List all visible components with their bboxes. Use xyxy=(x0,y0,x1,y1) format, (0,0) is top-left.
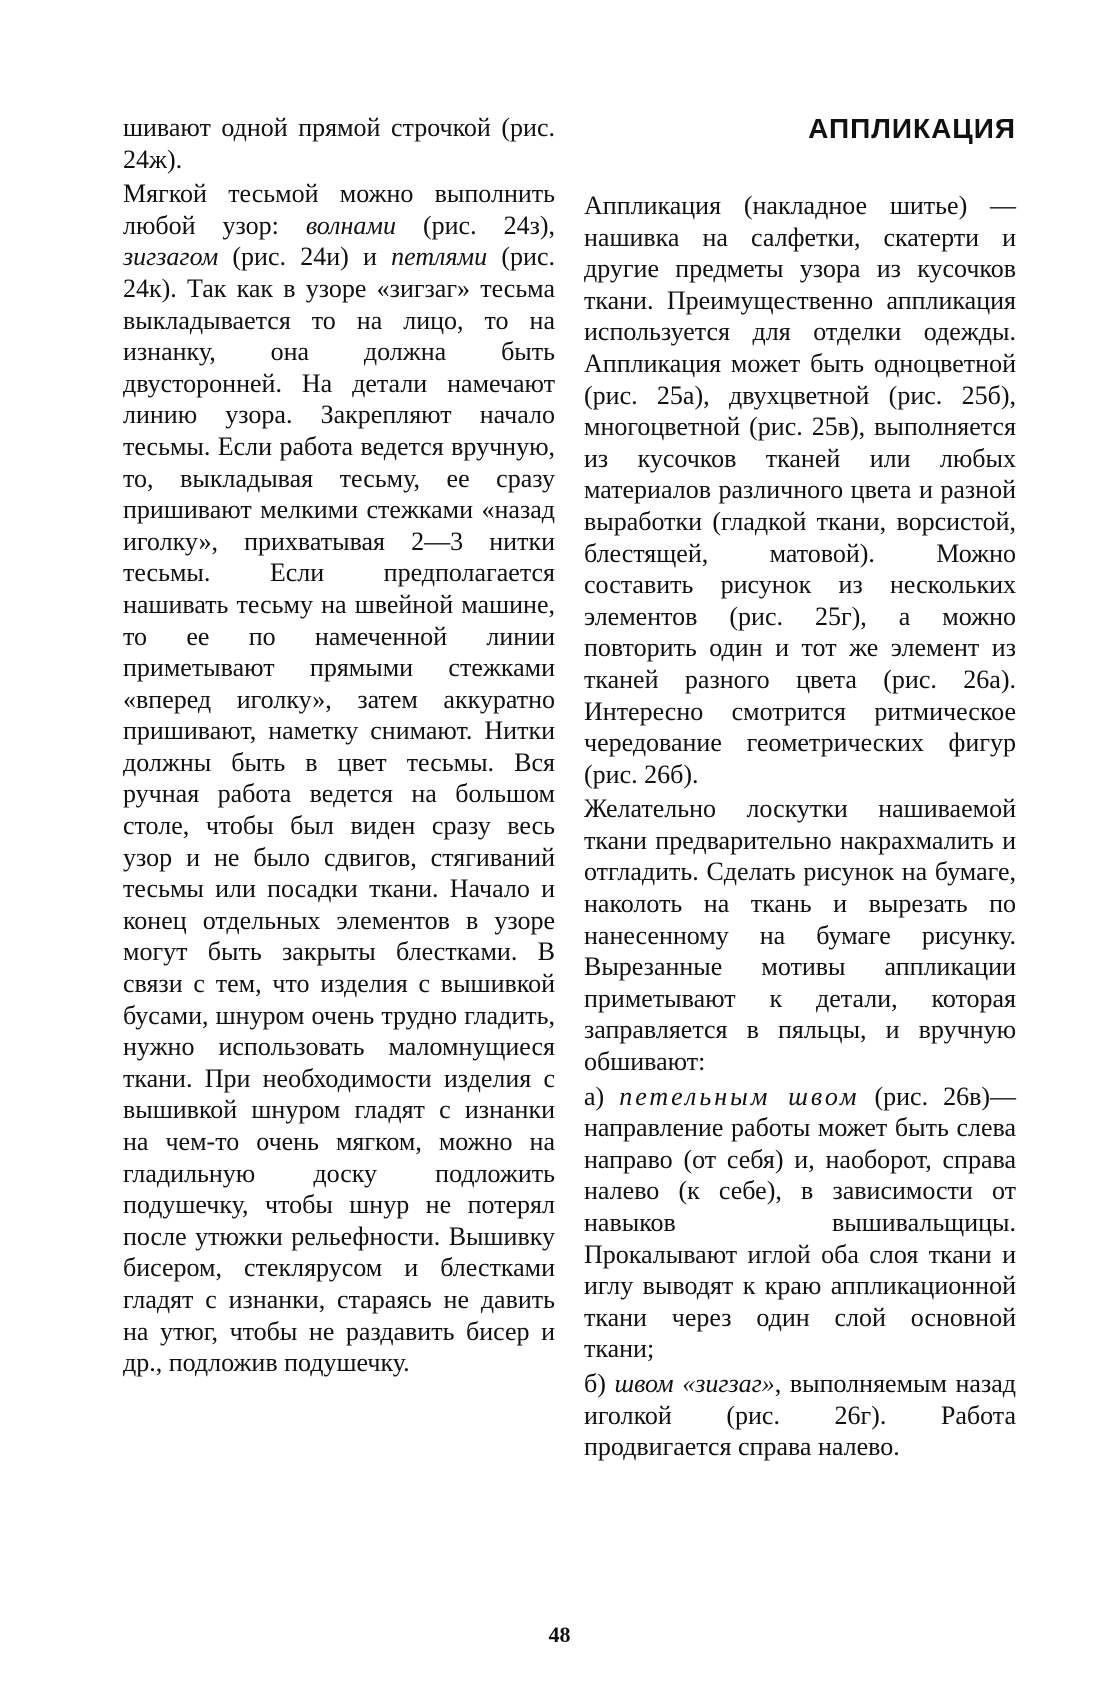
italic-term-buttonhole-stitch: петельным швом xyxy=(619,1081,860,1111)
right-paragraph-2 xyxy=(584,793,1016,1077)
italic-term-waves: волнами xyxy=(305,210,396,240)
right-paragraph-4 xyxy=(584,1368,1016,1463)
italic-term-zigzag: зигзагом xyxy=(123,242,219,272)
left-paragraph-1-text: шивают одной прямой строчкой (рис. 24ж). xyxy=(123,113,555,174)
left-paragraph-2-text-e: (рис. 24и) и xyxy=(218,242,392,272)
right-paragraph-3 xyxy=(584,1081,1016,1365)
left-paragraph-2-text-a: Мягкой тесьмой можно выполнить любой узор: xyxy=(123,179,555,240)
left-paragraph-2-text-g: (рис. 24к). Так как в узоре «зигзаг» тесьма выкладывается то на лицо, то на изнанку, она должна быть двусторонней. На детали намечают линию узора. Закрепляют начало тесьмы. Если работа ведется вручную, то, выкладывая тесьму, ее сразу пришивают мелкими стежками «назад иголку», прихватывая 2—3 нитки тесьмы. Если предполагается нашивать тесьму на швейной машине, то ее по намеченной линии приметывают прямыми стежками «вперед иголку», затем аккуратно пришивают, наметку снимают. Нитки должны быть в цвет тесьмы. Вся ручная работа ведется на большом столе, чтобы был виден сразу весь узор и не было сдвигов, стягиваний тесьмы или посадки ткани. Начало и конец отдельных элементов в узоре могут быть закрыты блестками. В связи с тем, что изделия с вышивкой бусами, шнуром очень трудно гладить, нужно использовать маломнущиеся ткани. При необходимости изделия с вышивкой шнуром гладят с изнанки на чем-то очень мягком, можно на гладильную доску подложить подушечку, чтобы шнур не потерял после утюжки рельефности. Вышивку бисером, стеклярусом и блестками гладят с изнанки, стараясь не давить на утюг, чтобы не раздавить бисер и др., подложив подушечку. xyxy=(123,242,555,1378)
italic-term-loops: петлями xyxy=(391,242,488,272)
right-paragraph-3-text-a: а) xyxy=(584,1081,620,1111)
page-number: 48 xyxy=(548,1622,571,1647)
right-paragraph-1 xyxy=(584,190,1016,790)
right-paragraph-2-text: Желательно лоскутки нашиваемой ткани предварительно накрахмалить и отгладить. Сделать рисунок на бумаге, наколоть на ткань и вырезать по нанесенному на бумаге рисунку. Вырезанные мотивы аппликации приметывают к детали, которая заправляется в пяльцы, и вручную обшивают: xyxy=(584,794,1016,1077)
left-paragraph-1 xyxy=(123,112,555,175)
section-heading: АППЛИКАЦИЯ xyxy=(808,113,1016,144)
left-paragraph-2-text-c: (рис. 24з), xyxy=(395,210,555,240)
right-paragraph-4-text-a: б) xyxy=(584,1368,615,1398)
left-paragraph-2 xyxy=(123,178,555,1379)
left-column xyxy=(123,112,555,1382)
right-paragraph-3-text-c: (рис. 26в)— направление работы может быть слева направо (от себя) и, наоборот, справа налево (к себе), в зависимости от навыков вышивальщицы. Прокалывают иглой оба слоя ткани и иглу выводят к краю аппликационной ткани через один слой основной ткани; xyxy=(584,1081,1016,1364)
italic-term-zigzag-stitch: швом «зигзаг» xyxy=(614,1368,775,1398)
right-paragraph-4-text-c: , выполняемым назад иголкой (рис. 26г). Работа продвигается справа налево. xyxy=(584,1368,1017,1462)
right-paragraph-1-text: Аппликация (накладное шитье) — нашивка на салфетки, скатерти и другие предметы узора из кусочков ткани. Преимущественно аппликация используется для отделки одежды. Аппликация может быть одноцветной (рис. 25а), двухцветной (рис. 25б), многоцветной (рис. 25в), выполняется из кусочков тканей или любых материалов различного цвета и разной выработки (гладкой ткани, ворсистой, блестящей, матовой). Можно составить рисунок из нескольких элементов (рис. 25г), а можно повторить один и тот же элемент из тканей разного цвета (рис. 26а). Интересно смотрится ритмическое чередование геометрических фигур (рис. 26б). xyxy=(584,191,1016,789)
right-column xyxy=(584,190,1016,1466)
